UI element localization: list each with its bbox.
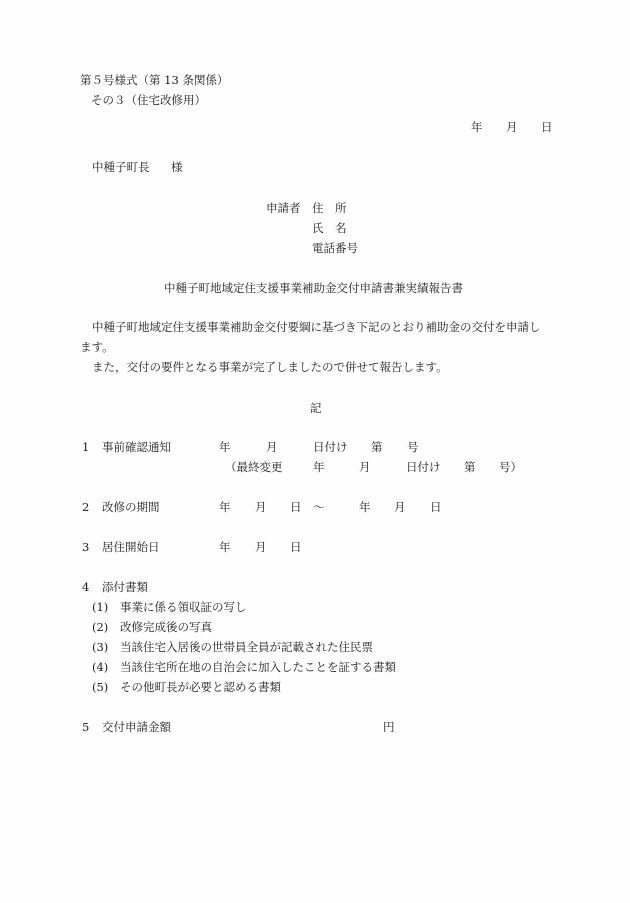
body-paragraph-1-line-1: 中種子町地域定住支援事業補助金交付要綱に基づき下記のとおり補助金の交付を申請し [92,320,541,334]
item-1-lc-go: 号） [499,460,522,474]
applicant-name-label: 氏 名 [312,221,347,235]
addressee-name: 中種子町長 [92,160,150,174]
item-1-number: 1 [82,440,90,454]
addressee-honorific: 様 [171,160,183,174]
item-2-start-day: 日 [290,500,302,514]
item-1-lc-dated: 日付け [406,460,441,474]
item-2-end-year: 年 [359,500,371,514]
item-1-lc-year: 年 [313,460,325,474]
document-title: 中種子町地域定住支援事業補助金交付申請書兼実績報告書 [164,281,463,295]
item-1-lc-month: 月 [359,460,371,474]
date-year-label: 年 [471,120,483,134]
item-3-number: 3 [82,540,90,554]
attachment-2-number: (2) [92,620,109,634]
item-3-label: 居住開始日 [102,540,160,554]
attachment-1-number: (1) [92,600,109,614]
ki-heading: 記 [310,401,322,415]
item-1-dated: 日付け [313,440,348,454]
item-2-end-day: 日 [430,500,442,514]
item-2-number: 2 [82,500,90,514]
item-1-label: 事前確認通知 [102,440,171,454]
attachment-4-text: 当該住宅所在地の自治会に加入したことを証する書類 [120,660,396,674]
item-1-last-change-label: （最終変更 [225,460,283,474]
item-1-month: 月 [266,440,278,454]
attachment-3-text: 当該住宅入居後の世帯員全員が記載された住民票 [120,640,373,654]
item-1-lc-dai: 第 [464,460,476,474]
item-5-yen-unit: 円 [383,720,395,734]
body-paragraph-2: また，交付の要件となる事業が完了しましたので併せて報告します。 [92,360,448,374]
item-2-label: 改修の期間 [102,500,160,514]
item-1-go: 号 [407,440,419,454]
body-paragraph-1-line-2: ます。 [80,340,114,354]
item-5-label: 交付申請金額 [102,720,171,734]
item-4-number: 4 [82,580,90,594]
date-day-label: 日 [541,120,553,134]
item-3-day: 日 [290,540,302,554]
item-1-year: 年 [219,440,231,454]
attachment-3-number: (3) [92,640,109,654]
item-2-start-month: 月 [255,500,267,514]
applicant-phone-label: 電話番号 [312,241,358,255]
attachment-5-number: (5) [92,680,109,694]
attachment-2-text: 改修完成後の写真 [120,620,212,634]
item-2-end-month: 月 [394,500,406,514]
date-month-label: 月 [506,120,518,134]
item-3-year: 年 [219,540,231,554]
applicant-address-label: 住 所 [312,201,347,215]
item-2-start-year: 年 [219,500,231,514]
attachment-4-number: (4) [92,660,109,674]
item-4-label: 添付書類 [102,580,148,594]
form-number: 第５号様式（第 13 条関係） [80,73,229,87]
item-3-month: 月 [255,540,267,554]
item-1-dai: 第 [371,440,383,454]
form-subtype: その３（住宅改修用） [91,93,206,107]
attachment-1-text: 事業に係る領収証の写し [120,600,247,614]
attachment-5-text: その他町長が必要と認める書類 [120,680,281,694]
item-2-tilde: ～ [313,500,325,514]
applicant-label: 申請者 [266,201,301,215]
item-5-number: 5 [82,720,90,734]
